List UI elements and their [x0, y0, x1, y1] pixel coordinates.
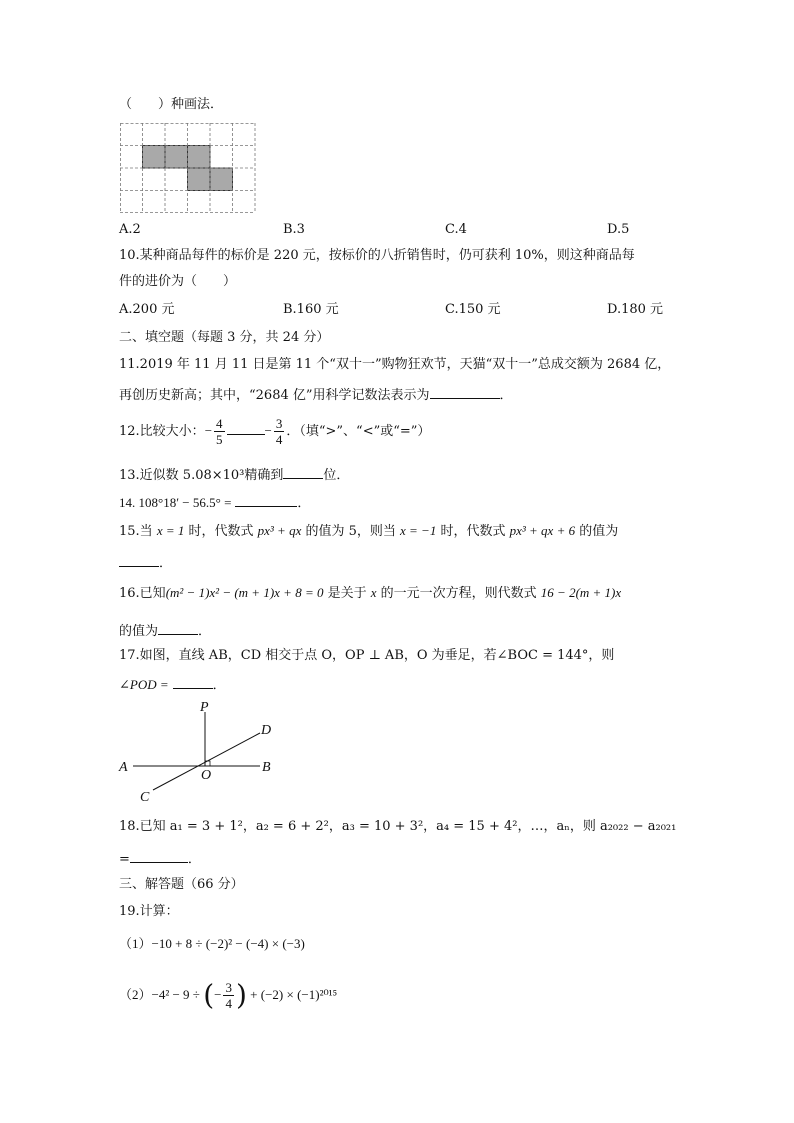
question-11-line1: 11.2019 年 11 月 11 日是第 11 个“双十一”购物狂欢节，天猫“双十一”总成交额为 2684 亿， — [119, 357, 671, 372]
question-15-line2: ． — [119, 552, 172, 573]
q16-variable: x — [370, 585, 377, 600]
q19-2-expr-b: + (−2) × (−1)²⁰¹⁵ — [246, 987, 338, 1002]
q16-equation: (m² − 1)x² − (m + 1)x + 8 = 0 — [165, 585, 324, 600]
label-p: P — [200, 700, 209, 715]
q15-part: 时，代数式 — [184, 524, 258, 539]
q15-answer-blank[interactable] — [119, 552, 159, 567]
q12-fraction-1: $\frac{4}{5}$ — [216, 416, 223, 447]
q10-option-a: A.200 元 — [119, 302, 175, 317]
q16-text: 的值为 — [119, 624, 159, 639]
q9-option-a: A.2 — [119, 222, 141, 237]
question-18-line2: = ． — [119, 848, 201, 869]
q15-part: 时，代数式 — [436, 524, 510, 539]
question-16-line2: 的值为 ． — [119, 620, 211, 641]
question-19-part-1 — [119, 935, 305, 954]
question-14: 14. 108°18′ − 56.5° = ． — [119, 492, 310, 513]
q16-part: 是关于 — [323, 586, 371, 601]
q14-answer-blank[interactable] — [235, 492, 297, 507]
q12-prefix: 12.比较大小： — [119, 424, 205, 439]
q15-expr-4: px³ + qx + 6 — [509, 523, 576, 538]
intersecting-lines-figure — [115, 698, 285, 806]
label-d: D — [261, 723, 272, 738]
q11-answer-blank[interactable] — [430, 384, 500, 399]
q10-option-b: B.160 元 — [283, 302, 339, 317]
q9-option-d: D.5 — [607, 222, 630, 237]
question-17-line1: 17.如图，直线 AB，CD 相交于点 O，OP ⊥ AB，O 为垂足，若∠BOC = 144°，则 — [119, 648, 615, 663]
question-11-line2: 再创历史新高；其中，“2684 亿”用科学记数法表示为 ． — [119, 384, 513, 405]
section-3-heading: 三、解答题（66 分） — [119, 877, 244, 892]
label-c: C — [140, 790, 150, 805]
question-16-line1 — [119, 584, 621, 603]
q16-part: 的一元一次方程，则代数式 — [376, 586, 541, 601]
q10-option-d: D.180 元 — [607, 302, 664, 317]
q15-expr-1: x = 1 — [156, 523, 185, 538]
q19-2-fraction: $\frac{3}{4}$ — [225, 980, 232, 1011]
label-a: A — [119, 760, 128, 775]
q16-expression: 16 − 2(m + 1)x — [540, 585, 622, 600]
q13-answer-blank[interactable] — [283, 464, 323, 479]
label-o: O — [201, 768, 212, 783]
q9-option-c: C.4 — [445, 222, 467, 237]
q15-part: 15.当 — [119, 524, 157, 539]
question-10-line1: 10.某种商品每件的标价是 220 元，按标价的八折销售时，仍可获利 10%，则这种商品每 — [119, 248, 635, 263]
question-19-part-2: （2）−4² − 9 ÷ (− $\frac{3}{4}$ ) + (−2) × (−1)²⁰¹⁵ — [119, 978, 338, 1012]
q10-option-c: C.150 元 — [445, 302, 501, 317]
q17-text: ∠POD = — [119, 677, 169, 692]
q9-option-b: B.3 — [283, 222, 305, 237]
q13-text: 13.近似数 5.08×10³精确到 — [119, 468, 284, 483]
question-19: 19.计算： — [119, 904, 179, 919]
section-2-heading: 二、填空题（每题 3 分，共 24 分） — [119, 330, 330, 345]
q12-answer-blank[interactable] — [227, 420, 265, 435]
q15-part: 的值为 5，则当 — [301, 524, 401, 539]
question-12: 12.比较大小：− $\frac{4}{5}$ − $\frac{3}{4}$ ．（填“>”、“<”或“=”） — [119, 416, 431, 447]
q18-text: = — [119, 852, 130, 867]
question-10-line2: 件的进价为（ ） — [119, 274, 237, 289]
q17-answer-blank[interactable] — [173, 674, 213, 689]
question-15-line1 — [119, 522, 618, 541]
q18-answer-blank[interactable] — [130, 848, 188, 863]
q12-fraction-2: $\frac{3}{4}$ — [275, 416, 283, 447]
q11-text: 再创历史新高；其中，“2684 亿”用科学记数法表示为 — [119, 388, 430, 403]
q19-1-expr: （1）−10 + 8 ÷ (−2)² − (−4) × (−3) — [119, 936, 305, 951]
q15-expr-2: px³ + qx — [257, 523, 302, 538]
grid-figure — [120, 123, 256, 213]
q16-part: 16.已知 — [119, 586, 166, 601]
q13-suffix: 位． — [323, 468, 350, 483]
q15-expr-3: x = −1 — [400, 523, 437, 538]
q14-text: 14. 108°18′ − 56.5° = — [119, 495, 232, 510]
question-13 — [119, 464, 349, 485]
question-18-line1: 18.已知 a₁ = 3 + 1²，a₂ = 6 + 2²，a₃ = 10 + 3²，a₄ = 15 + 4²，…，aₙ，则 a₂₀₂₂ − a₂₀₂₁ — [119, 819, 677, 834]
q15-part: 的值为 — [575, 524, 619, 539]
q12-suffix: ．（填“>”、“<”或“=”） — [286, 424, 431, 439]
question-17-line2: ∠POD = ． — [119, 674, 226, 695]
label-b: B — [262, 760, 271, 775]
question-9-tail: （ ）种画法． — [119, 97, 224, 112]
q19-2-expr-a: （2）−4² − 9 ÷ — [119, 987, 204, 1002]
q16-answer-blank[interactable] — [158, 620, 198, 635]
